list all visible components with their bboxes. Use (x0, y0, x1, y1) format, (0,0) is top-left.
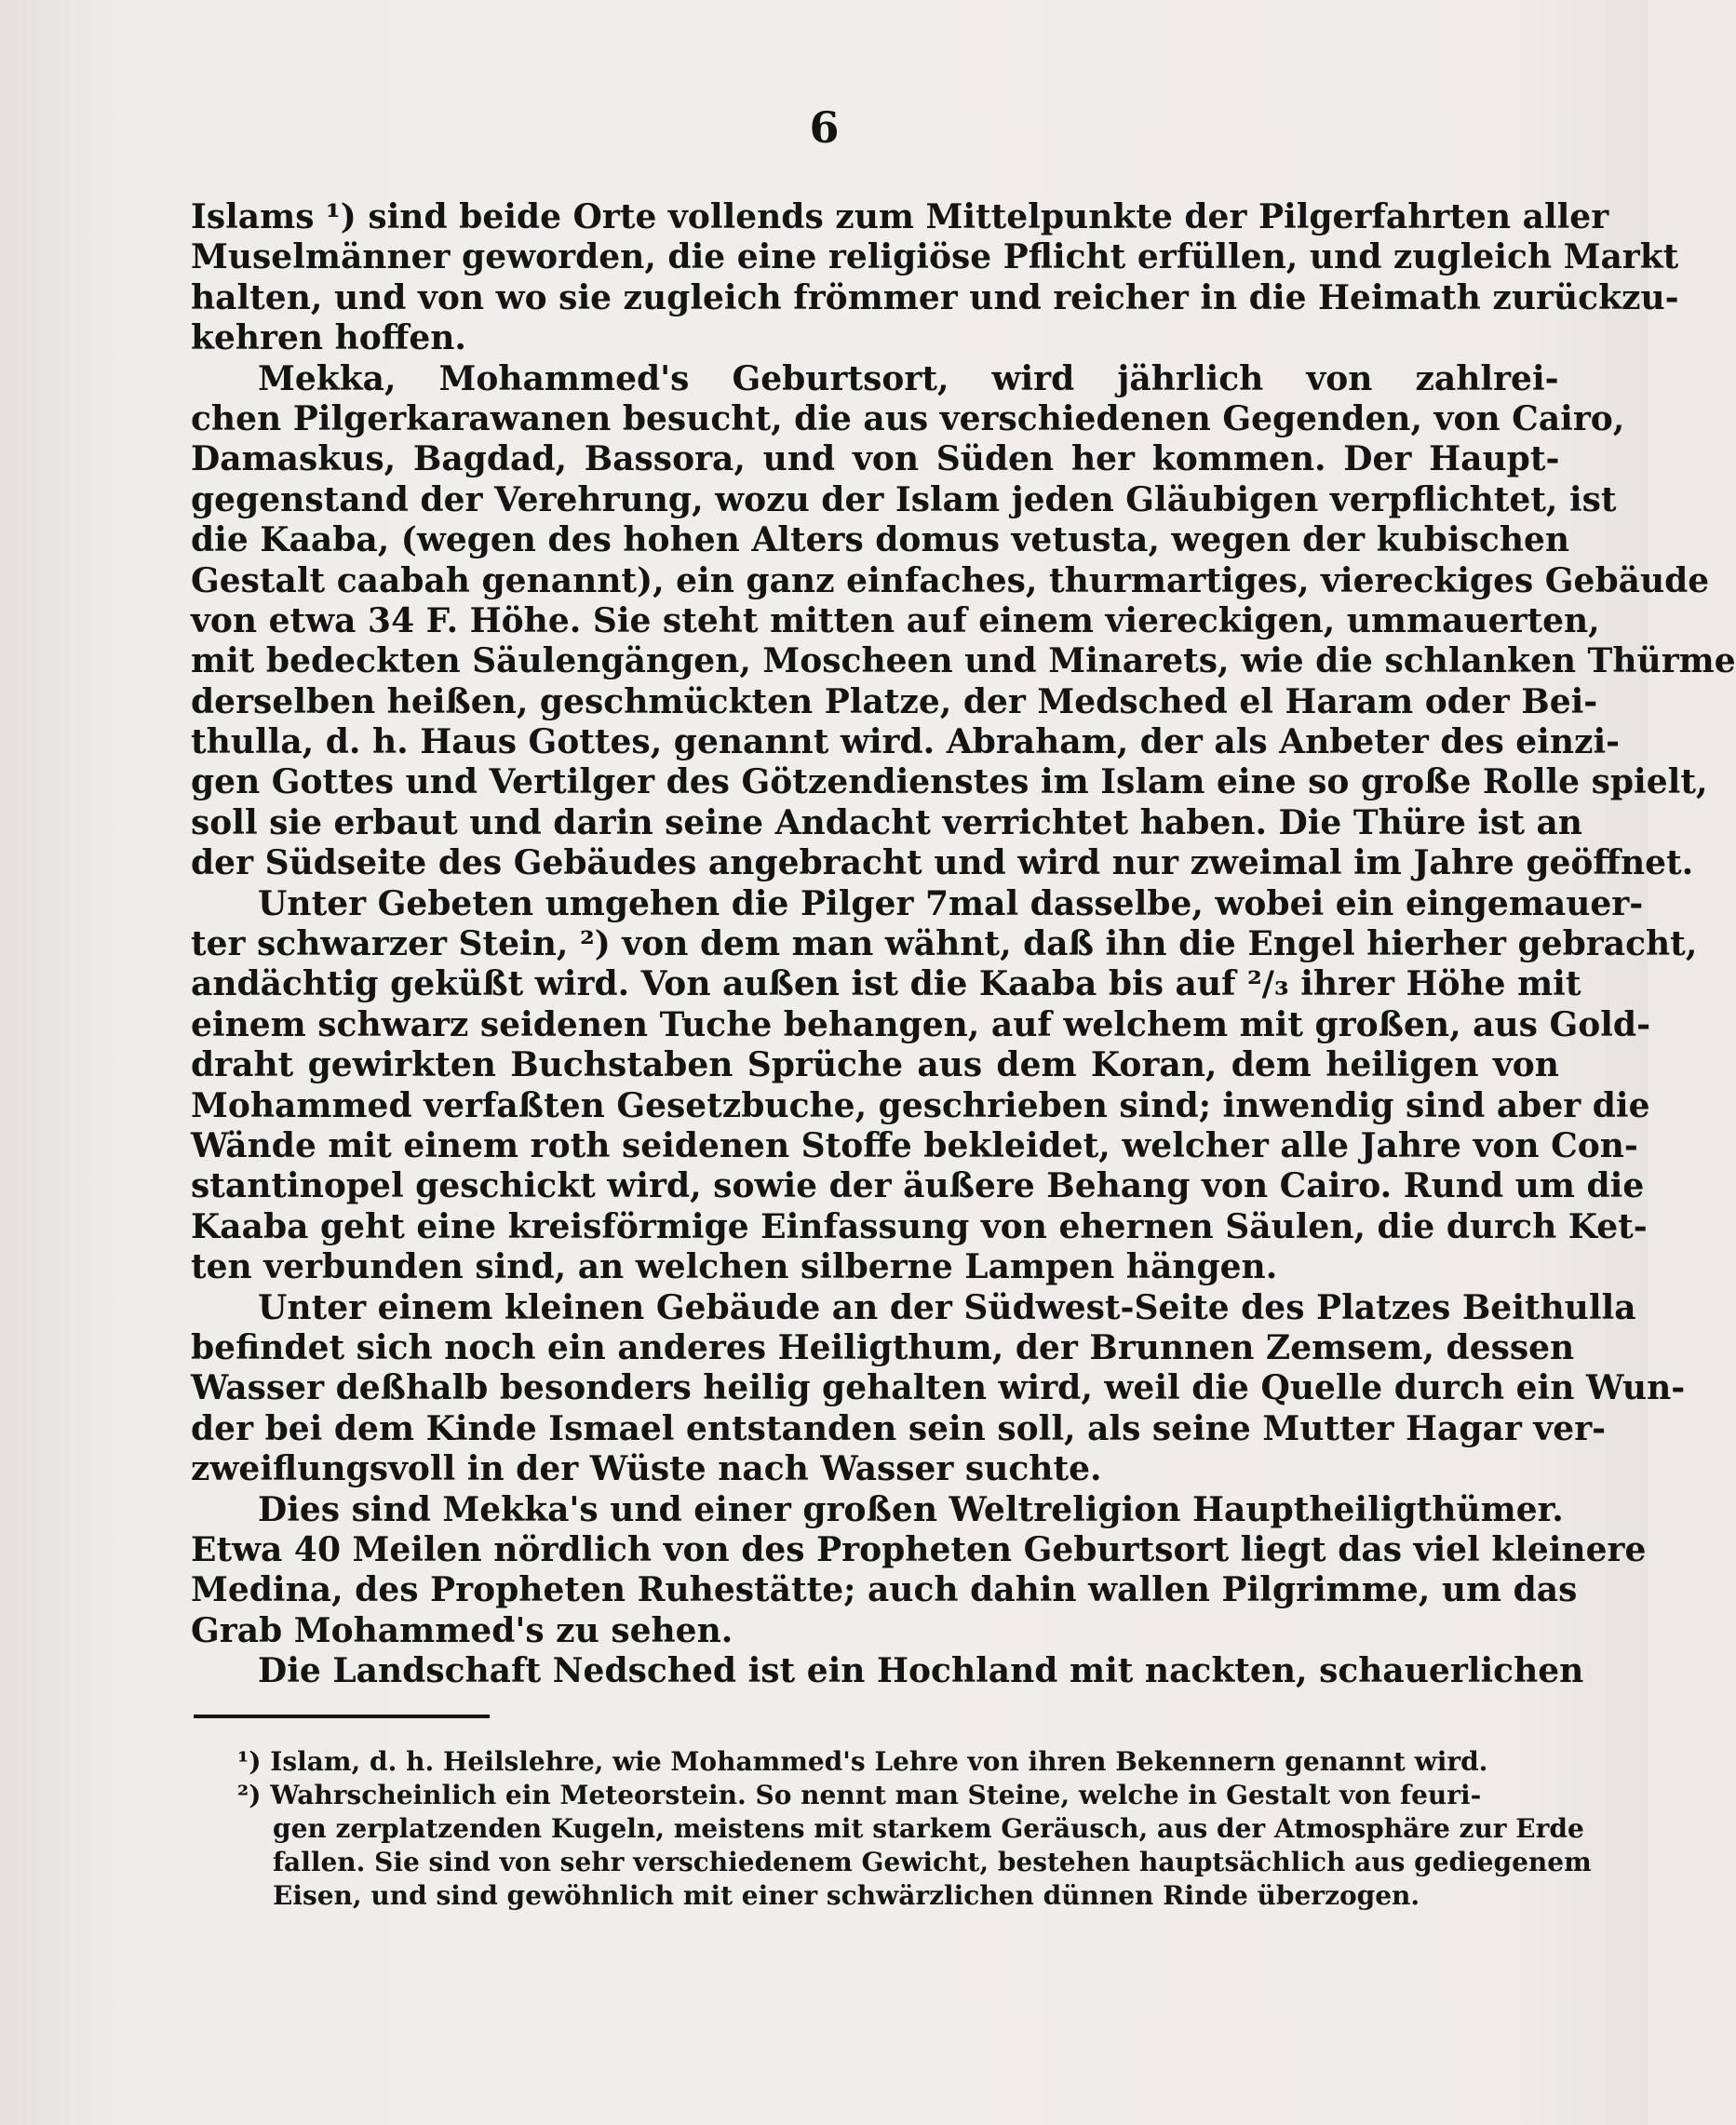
text-line: von etwa 34 F. Höhe. Sie steht mitten auf einem viereckigen, ummauerten, (191, 600, 1600, 640)
text-line: soll sie erbaut und darin seine Andacht verrichtet haben. Die Thüre ist an (191, 802, 1582, 842)
text-line: kehren hoffen. (191, 318, 466, 358)
text-line: gen Gottes und Vertilger des Götzendienstes im Islam eine so große Rolle spielt, (191, 762, 1708, 802)
text-line: Grab Mohammed's zu sehen. (191, 1610, 733, 1650)
text-line: andächtig geküßt wird. Von außen ist die Kaaba bis auf ²/₃ ihrer Höhe mit (191, 964, 1581, 1004)
text-line: Mohammed verfaßten Gesetzbuche, geschrieben sind; inwendig sind aber die (191, 1085, 1650, 1125)
text-line: Die Landschaft Nedsched ist ein Hochland mit nackten, schauerlichen (258, 1651, 1584, 1691)
text-line: Mekka, Mohammed's Geburtsort, wird jährlich von zahlrei- (258, 358, 1559, 398)
text-line: Etwa 40 Meilen nördlich von des Propheten Geburtsort liegt das viel kleinere (191, 1529, 1647, 1569)
text-line: chen Pilgerkarawanen besucht, die aus verschiedenen Gegenden, von Cairo, (191, 398, 1625, 438)
footnote-line: Eisen, und sind gewöhnlich mit einer schwärzlichen dünnen Rinde überzogen. (273, 1880, 1420, 1911)
text-line: die Kaaba, (wegen des hohen Alters domus vetusta, wegen der kubischen (191, 520, 1570, 560)
footnote-line: ¹) Islam, d. h. Heilslehre, wie Mohammed's Lehre von ihren Bekennern genannt wird. (237, 1746, 1488, 1777)
text-line: thulla, d. h. Haus Gottes, genannt wird. Abraham, der als Anbeter des einzi- (191, 722, 1621, 762)
text-line: Muselmänner geworden, die eine religiöse Pflicht erfüllen, und zugleich Markt (191, 237, 1679, 277)
text-line: Unter einem kleinen Gebäude an der Südwest-Seite des Platzes Beithulla (258, 1287, 1636, 1327)
text-line: Unter Gebeten umgehen die Pilger 7mal dasselbe, wobei ein eingemauer- (258, 883, 1644, 923)
page-number: 6 (809, 102, 840, 153)
text-line: mit bedeckten Säulengängen, Moscheen und Minarets, wie die schlanken Thürme (191, 641, 1736, 681)
text-line: Islams ¹) sind beide Orte vollends zum Mittelpunkte der Pilgerfahrten aller (191, 197, 1609, 236)
text-line: ter schwarzer Stein, ²) von dem man wähnt, daß ihn die Engel hierher gebracht, (191, 924, 1698, 964)
text-line: einem schwarz seidenen Tuche behangen, auf welchem mit großen, aus Gold- (191, 1004, 1651, 1044)
text-line: derselben heißen, geschmückten Platze, der Medsched el Haram oder Bei- (191, 681, 1598, 721)
text-line: Kaaba geht eine kreisförmige Einfassung von ehernen Säulen, die durch Ket- (191, 1206, 1648, 1246)
text-line: Medina, des Propheten Ruhestätte; auch dahin wallen Pilgrimme, um das (191, 1570, 1578, 1610)
text-line: draht gewirkten Buchstaben Sprüche aus dem Koran, dem heiligen von (191, 1045, 1559, 1085)
text-line: zweiflungsvoll in der Wüste nach Wasser suchte. (191, 1449, 1102, 1489)
text-line: der Südseite des Gebäudes angebracht und wird nur zweimal im Jahre geöffnet. (191, 843, 1694, 883)
text-line: Wasser deßhalb besonders heilig gehalten wird, weil die Quelle durch ein Wun- (191, 1368, 1686, 1408)
text-line: ten verbunden sind, an welchen silberne Lampen hängen. (191, 1247, 1278, 1287)
text-line: Wände mit einem roth seidenen Stoffe bekleidet, welcher alle Jahre von Con- (191, 1125, 1638, 1165)
text-line: der bei dem Kinde Ismael entstanden sein soll, als seine Mutter Hagar ver- (191, 1408, 1607, 1448)
text-line: Gestalt caabah genannt), ein ganz einfaches, thurmartiges, viereckiges Gebäude (191, 560, 1710, 600)
text-line: halten, und von wo sie zugleich frömmer und reicher in die Heimath zurückzu- (191, 277, 1679, 317)
text-line: stantinopel geschickt wird, sowie der äußere Behang von Cairo. Rund um die (191, 1166, 1645, 1206)
body-text (191, 197, 1736, 1691)
text-line: befindet sich noch ein anderes Heiligthum, der Brunnen Zemsem, dessen (191, 1327, 1575, 1367)
footnote-separator (194, 1715, 490, 1718)
footnote-line: ²) Wahrscheinlich ein Meteorstein. So nennt man Steine, welche in Gestalt von feuri- (237, 1780, 1482, 1810)
text-line: Damaskus, Bagdad, Bassora, und von Süden her kommen. Der Haupt- (191, 439, 1560, 479)
footnote-line: gen zerplatzenden Kugeln, meistens mit starkem Geräusch, aus der Atmosphäre zur Erde (273, 1813, 1584, 1844)
footnotes (237, 1745, 1592, 1913)
text-line: gegenstand der Verehrung, wozu der Islam jeden Gläubigen verpflichtet, ist (191, 479, 1617, 519)
text-line: Dies sind Mekka's und einer großen Weltreligion Hauptheiligthümer. (258, 1489, 1564, 1529)
footnote-line: fallen. Sie sind von sehr verschiedenem Gewicht, bestehen hauptsächlich aus gediegenem (273, 1847, 1592, 1877)
